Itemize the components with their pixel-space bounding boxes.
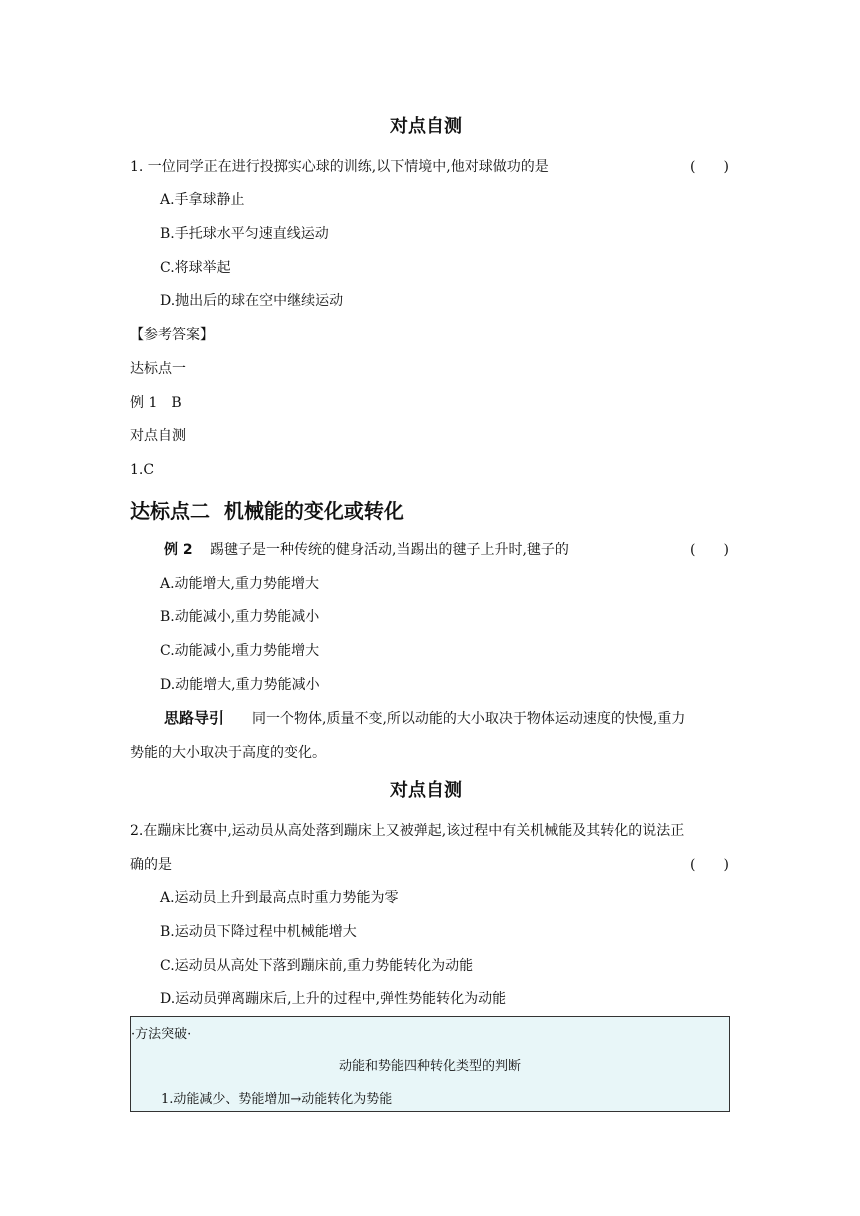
question-1-option-b: B.手托球水平匀速直线运动 (160, 226, 329, 242)
question-1-option-a: A.手拿球静止 (160, 192, 245, 208)
answers-title: 【参考答案】 (130, 327, 214, 343)
example-2-option-b: B.动能减小,重力势能减小 (160, 609, 320, 625)
question-2-stem-line-2: 确的是 (130, 857, 172, 873)
question-2-option-a: A.运动员上升到最高点时重力势能为零 (160, 890, 399, 906)
question-1-answer-paren: ( ) (690, 159, 729, 175)
method-tag: ·方法突破· (131, 1027, 192, 1042)
question-2-stem-line-1: 2.在蹦床比赛中,运动员从高处落到蹦床上又被弹起,该过程中有关机械能及其转化的说法正 (130, 823, 685, 839)
answers-line-1: 达标点一 (130, 361, 186, 377)
guide-line-2: 势能的大小取决于高度的变化。 (130, 745, 326, 761)
answers-line-4: 1.C (130, 462, 155, 478)
guide-label: 思路导引 (164, 709, 225, 727)
section-title-target-2: 达标点二 机械能的变化或转化 (130, 499, 404, 523)
method-breakthrough-box (130, 1016, 730, 1112)
example-2-stem: 踢毽子是一种传统的健身活动,当踢出的毽子上升时,毽子的 (210, 542, 569, 558)
section-title-self-test-2: 对点自测 (390, 780, 462, 801)
question-2-option-d: D.运动员弹离蹦床后,上升的过程中,弹性势能转化为动能 (160, 991, 507, 1007)
question-1-stem: 1. 一位同学正在进行投掷实心球的训练,以下情境中,他对球做功的是 (130, 159, 549, 175)
question-1-option-d: D.抛出后的球在空中继续运动 (160, 293, 344, 309)
question-2-option-c: C.运动员从高处下落到蹦床前,重力势能转化为动能 (160, 958, 474, 974)
answers-line-2: 例 1 B (130, 395, 182, 411)
example-2-label: 例 2 (164, 542, 193, 558)
method-title: 动能和势能四种转化类型的判断 (339, 1059, 522, 1074)
example-2-option-a: A.动能增大,重力势能增大 (160, 576, 320, 592)
section-title-self-test-1: 对点自测 (390, 116, 462, 137)
guide-line-1: 同一个物体,质量不变,所以动能的大小取决于物体运动速度的快慢,重力 (252, 711, 686, 727)
question-2-option-b: B.运动员下降过程中机械能增大 (160, 924, 357, 940)
example-2-option-c: C.动能减小,重力势能增大 (160, 643, 320, 659)
example-2-option-d: D.动能增大,重力势能减小 (160, 677, 320, 693)
question-1-option-c: C.将球举起 (160, 260, 231, 276)
method-item-1: 1.动能减少、势能增加→动能转化为势能 (161, 1092, 393, 1107)
answers-line-3: 对点自测 (130, 428, 186, 444)
example-2-answer-paren: ( ) (690, 542, 729, 558)
question-2-answer-paren: ( ) (690, 857, 729, 873)
